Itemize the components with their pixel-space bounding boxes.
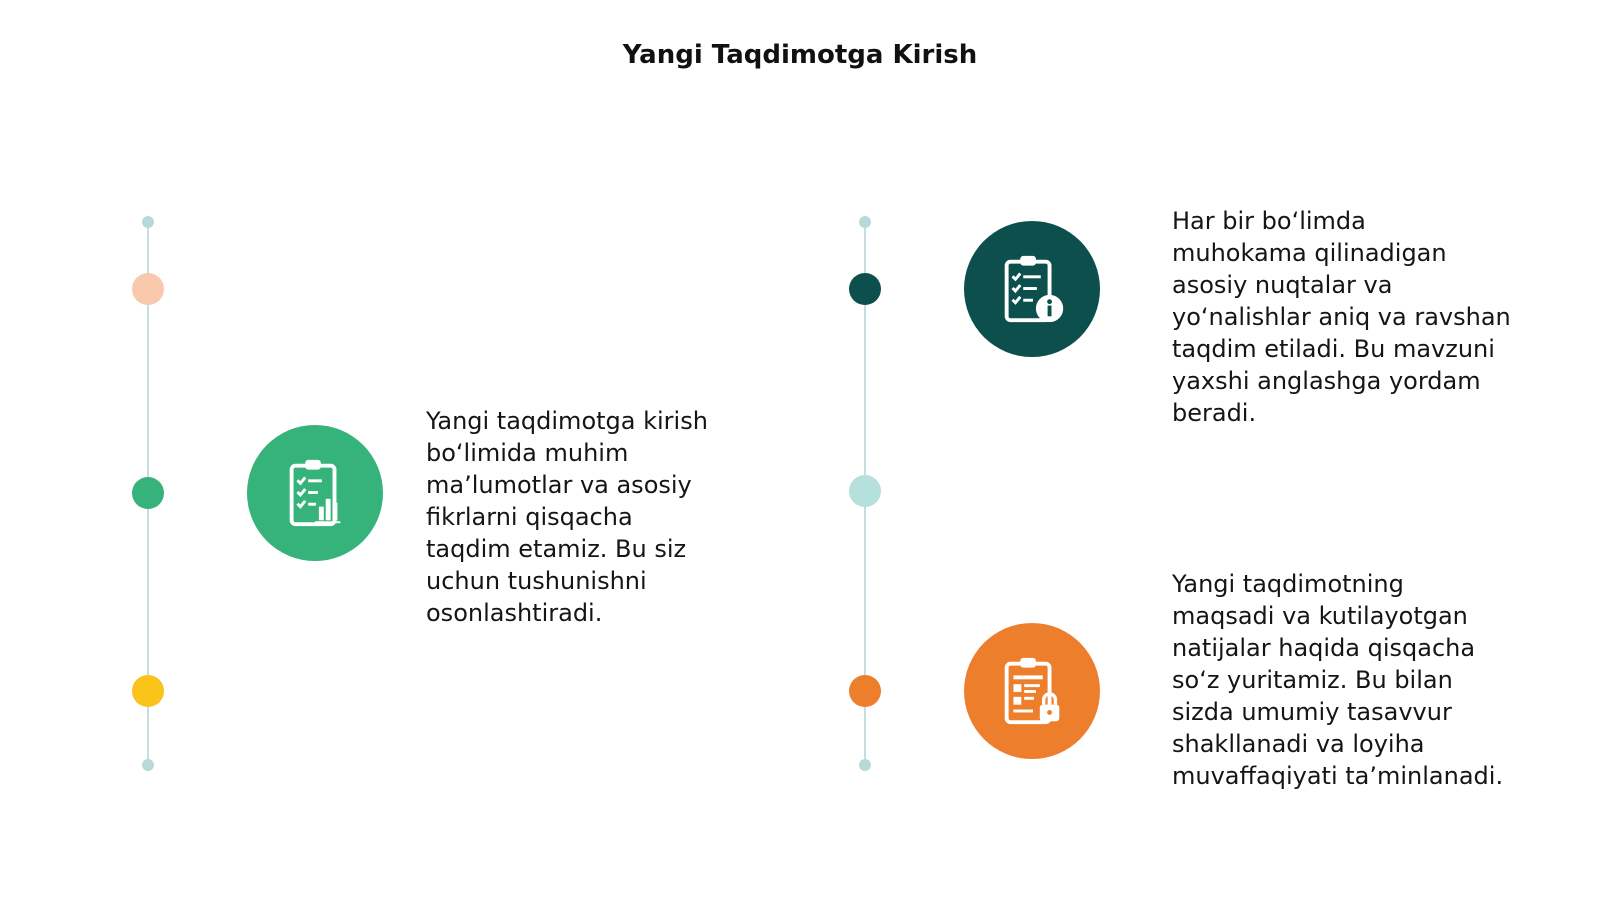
clipboard-chart-icon <box>247 425 383 561</box>
right-node-light-teal <box>849 475 881 507</box>
right-timeline-end-dot <box>859 759 871 771</box>
left-node-yellow <box>132 675 164 707</box>
item-1-text: Yangi taqdimotga kirish bo‘limida muhim ma’lumotlar va asosiy fikrlarni qisqacha taqdim etamiz. Bu siz uchun tushunishni osonlashtiradi. <box>426 407 708 627</box>
left-timeline-start-dot <box>142 216 154 228</box>
left-node-peach <box>132 273 164 305</box>
page-title: Yangi Taqdimotga Kirish <box>622 40 978 70</box>
left-timeline-end-dot <box>142 759 154 771</box>
item-3-text: Yangi taqdimotning maqsadi va kutilayotgan natijalar haqida qisqacha so‘z yuritamiz. Bu bilan sizda umumiy tasavvur shakllanadi va loyiha muvaffaqiyati ta’minlanadi. <box>1172 570 1504 790</box>
right-node-orange <box>849 675 881 707</box>
left-node-green <box>132 477 164 509</box>
clipboard-lock-icon <box>964 623 1100 759</box>
right-node-dark-teal <box>849 273 881 305</box>
item-2-text: Har bir bo‘limda muhokama qilinadigan asosiy nuqtalar va yo‘nalishlar aniq va ravshan taqdim etiladi. Bu mavzuni yaxshi anglashga yordam beradi. <box>1172 207 1511 427</box>
clipboard-info-icon <box>964 221 1100 357</box>
right-timeline-start-dot <box>859 216 871 228</box>
